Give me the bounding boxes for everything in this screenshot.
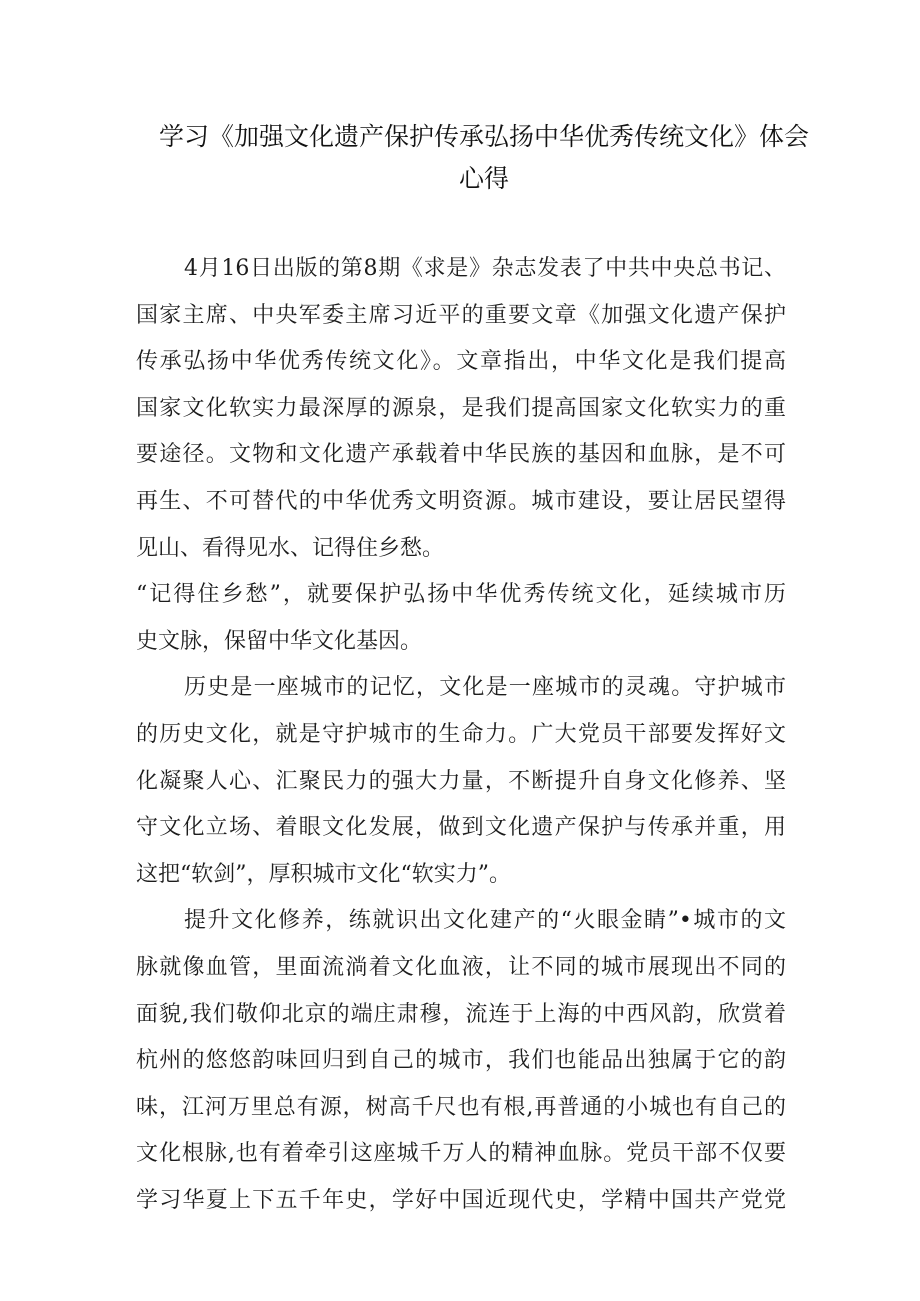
text-line: 见山、看得见水、记得住乡愁。 — [136, 535, 445, 561]
text-line: 化凝聚人心、汇聚民力的强大力量，不断提升自身文化修养、坚 — [136, 768, 786, 794]
text-line: 学习华夏上下五千年史，学好中国近现代史，学精中国共产党党 — [136, 1187, 786, 1213]
text-line: 历史是一座城市的记忆，文化是一座城市的灵魂。守护城市 — [184, 675, 786, 701]
text-line: 面貌,我们敬仰北京的端庄肃穆，流连于上海的中西风韵，欣赏着 — [136, 1001, 786, 1027]
text-line: 的历史文化，就是守护城市的生命力。广大党员干部要发挥好文 — [136, 721, 786, 747]
text-line: 提升文化修养，练就识出文化建产的“火眼金睛”•城市的文 — [184, 908, 786, 934]
text-line: 国家文化软实力最深厚的源泉，是我们提高国家文化软实力的重 — [136, 395, 786, 421]
text-line: 史文脉，保留中华文化基因。 — [136, 628, 423, 654]
text-line: 传承弘扬中华优秀传统文化》。文章指出，中华文化是我们提高 — [136, 349, 786, 375]
text-line: 这把“软剑”，厚积城市文化“软实力”。 — [136, 861, 511, 887]
paragraph-3 — [136, 665, 786, 898]
paragraph-1 — [136, 246, 786, 572]
paragraph-4 — [136, 898, 786, 1224]
text-line: “记得住乡愁”，就要保护弘扬中华优秀传统文化，延续城市历 — [136, 582, 786, 608]
text-line: 再生、不可替代的中华优秀文明资源。城市建设，要让居民望得 — [136, 488, 786, 514]
text-line: 守文化立场、着眼文化发展，做到文化遗产保护与传承并重，用 — [136, 815, 786, 841]
paragraph-2 — [136, 572, 786, 665]
title-line-1: 学习《加强文化遗产保护传承弘扬中华优秀传统文化》体会 — [158, 122, 809, 151]
text-line: 要途径。文物和文化遗产承载着中华民族的基因和血脉，是不可 — [136, 442, 786, 468]
text-line: 国家主席、中央军委主席习近平的重要文章《加强文化遗产保护 — [136, 302, 786, 328]
text-line: 杭州的悠悠韵味回归到自己的城市，我们也能品出独属于它的韵 — [136, 1048, 786, 1074]
text-line: 文化根脉,也有着牵引这座城千万人的精神血脉。党员干部不仅要 — [136, 1141, 786, 1167]
text-line: 味，江河万里总有源，树高千尺也有根,再普通的小城也有自己的 — [136, 1094, 786, 1120]
document-body — [136, 246, 786, 1224]
text-line: 脉就像血管，里面流淌着文化血液，让不同的城市展现出不同的 — [136, 954, 786, 980]
title-line-2: 心得 — [458, 164, 509, 193]
text-line: 4月16日出版的第8期《求是》杂志发表了中共中央总书记、 — [184, 256, 786, 281]
document-title — [150, 116, 818, 200]
